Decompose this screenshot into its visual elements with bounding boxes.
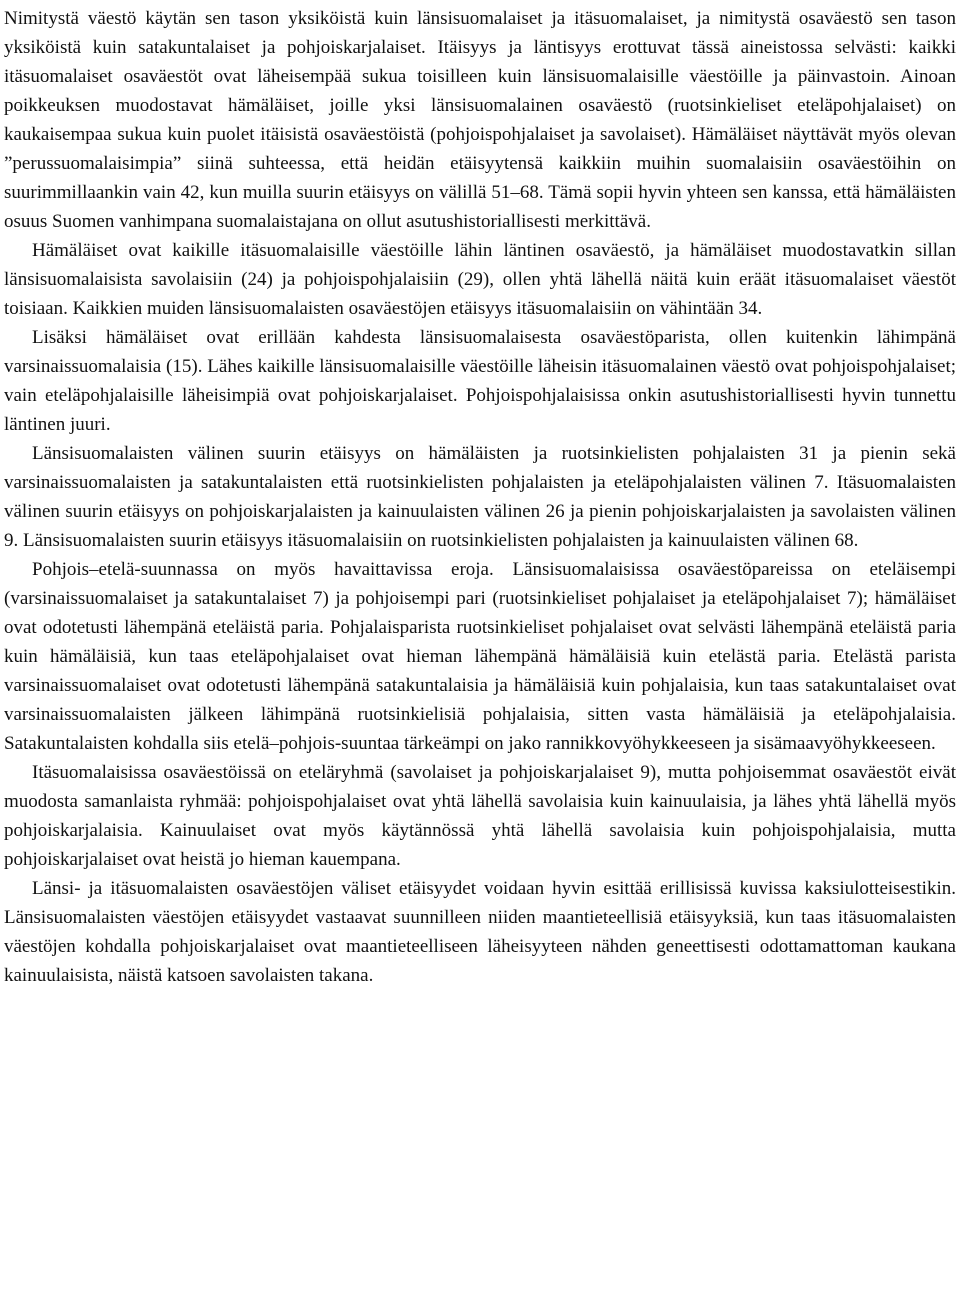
paragraph-3: Lisäksi hämäläiset ovat erillään kahdesta länsisuomalaisesta osaväestöparista, ollen kuitenkin lähimpänä varsinaissuomalaisia (15). Lähes kaikille länsisuomalaisille väestöille läheisin itäsuomalainen väestö ovat pohjoispohjalaiset; vain eteläpohjalaisille läheisimpiä ovat pohjoiskarjalaiset. Pohjoispohjalaisissa onkin asutushistoriallisesti hyvin tunnettu läntinen juuri. <box>4 327 956 435</box>
paragraph-1: Nimitystä väestö käytän sen tason yksiköistä kuin länsisuomalaiset ja itäsuomalaiset, ja nimitystä osaväestö sen tason yksiköistä kuin satakuntalaiset ja pohjoiskarjalaiset. Itäisyys ja läntisyys erottuvat tässä aineistossa selvästi: kaikki itäsuomalaiset osaväestöt ovat läheisempää sukua toisilleen kuin länsisuomalaisille väestöille ja päinvastoin. Ainoan poikkeuksen muodostavat hämäläiset, joille yksi länsisuomalainen osaväestö (ruotsinkieliset eteläpohjalaiset) on kaukaisempaa sukua kuin puolet itäisistä osaväestöistä (pohjoispohjalaiset ja savolaiset). Hämäläiset näyttävät myös olevan ”perussuomalaisimpia” siinä suhteessa, että heidän etäisyytensä kaikkiin muihin suomalaisiin osaväestöihin on suurimmillaankin vain 42, kun muilla suurin etäisyys on välillä 51–68. Tämä sopii hyvin yhteen sen kanssa, että hämäläisten osuus Suomen vanhimpana suomalaistajana on ollut asutushistoriallisesti merkittävä. <box>4 8 956 232</box>
paragraph-5: Pohjois–etelä-suunnassa on myös havaittavissa eroja. Länsisuomalaisissa osaväestöpareissa on eteläisempi (varsinaissuomalaiset ja satakuntalaiset 7) ja pohjoisempi pari (ruotsinkieliset pohjalaiset ja eteläpohjalaiset 7); hämäläiset ovat odotetusti lähempänä eteläistä paria. Pohjalaisparista ruotsinkieliset pohjalaiset ovat selvästi lähempänä eteläistä paria kuin hämäläisiä, kun taas eteläpohjalaiset ovat hieman lähempänä hämäläisiä kuin etelästä paria. Etelästä parista varsinaissuomalaiset ovat odotetusti lähempänä satakuntalaisia ja hämäläisiä kuin pohjalaisia, kun taas satakuntalaiset ovat varsinaissuomalaisten jälkeen lähimpänä ruotsinkielisiä pohjalaisia, sitten vasta hämäläisiä ja eteläpohjalaisia. Satakuntalaisten kohdalla siis etelä–pohjois-suuntaa tärkeämpi on jako rannikkovyöhykkeeseen ja sisämaavyöhykkeeseen. <box>4 559 956 754</box>
paragraph-7: Länsi- ja itäsuomalaisten osaväestöjen väliset etäisyydet voidaan hyvin esittää erillisissä kuvissa kaksiulotteisestikin. Länsisuomalaisten väestöjen etäisyydet vastaavat suunnilleen niiden maantieteellisiä etäisyyksiä, kun taas itäsuomalaisten väestöjen kohdalla pohjoiskarjalaiset ovat maantieteelliseen läheisyyteen nähden geneettisesti odottamattoman kaukana kainuulaisista, näistä katsoen savolaisten takana. <box>4 878 956 986</box>
paragraph-2: Hämäläiset ovat kaikille itäsuomalaisille väestöille lähin läntinen osaväestö, ja hämäläiset muodostavatkin sillan länsisuomalaisista savolaisiin (24) ja pohjoispohjalaisiin (29), ollen yhtä lähellä näitä kuin eräät itäsuomalaiset väestöt toisiaan. Kaikkien muiden länsisuomalaisten osaväestöjen etäisyys itäsuomalaisiin on vähintään 34. <box>4 240 956 319</box>
paragraph-4: Länsisuomalaisten välinen suurin etäisyys on hämäläisten ja ruotsinkielisten pohjalaisten 31 ja pienin sekä varsinaissuomalaisten ja satakuntalaisten että ruotsinkielisten pohjalaisten ja eteläpohjalaisten välinen 7. Itäsuomalaisten välinen suurin etäisyys on pohjoiskarjalaisten ja kainuulaisten välinen 26 ja pienin pohjoiskarjalaisten ja savolaisten välinen 9. Länsisuomalaisten suurin etäisyys itäsuomalaisiin on ruotsinkielisten pohjalaisten ja kainuulaisten välinen 68. <box>4 443 956 551</box>
paragraph-6: Itäsuomalaisissa osaväestöissä on eteläryhmä (savolaiset ja pohjoiskarjalaiset 9), mutta pohjoisemmat osaväestöt eivät muodosta samanlaista ryhmää: pohjoispohjalaiset ovat yhtä lähellä savolaisia kuin kainuulaisia, ja lähes yhtä lähellä myös pohjoiskarjalaisia. Kainuulaiset ovat myös käytännössä yhtä lähellä savolaisia kuin pohjoispohjalaisia, mutta pohjoiskarjalaiset ovat heistä jo hieman kauempana. <box>4 762 956 870</box>
